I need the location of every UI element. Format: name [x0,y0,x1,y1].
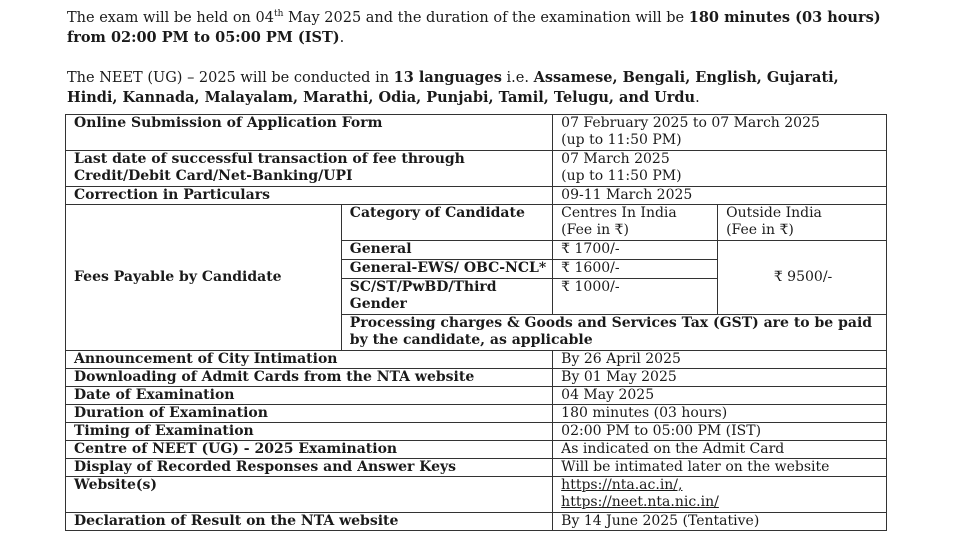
languages-paragraph [67,68,889,108]
intro-text: . [695,90,700,106]
intro-text: May 2025 and the duration of the examination will be [283,9,689,26]
row-label: Online Submission of Application Form [66,115,553,151]
row-label: Display of Recorded Responses and Answer Keys [66,459,553,477]
row-value: 07 March 2025 (up to 11:50 PM) [553,151,887,187]
language-list: Assamese, Bengali, English, Gujarati, Hindi, Kannada, Malayalam, Marathi, Odia, Punjabi, Tamil, Telugu, and Urdu [67,69,839,106]
table-row [66,459,887,477]
fee-category: SC/ST/PwBD/Third Gender [341,279,552,315]
row-label: Downloading of Admit Cards from the NTA website [66,369,553,387]
table-row [66,187,887,205]
row-value: 02:00 PM to 05:00 PM (IST) [553,423,887,441]
schedule-table [65,114,887,531]
outside-fee: ₹ 9500/- [718,241,887,315]
row-label: Last date of successful transaction of fee through Credit/Debit Card/Net-Banking/UPI [66,151,553,187]
fees-label: Fees Payable by Candidate [66,205,342,351]
table-row [66,351,887,369]
intro-text: The exam will be held on 04 [67,9,274,26]
table-row [66,441,887,459]
neet-website-link[interactable]: https://neet.nta.nic.in/ [561,494,719,510]
row-value: By 01 May 2025 [553,369,887,387]
row-value: By 14 June 2025 (Tentative) [553,513,887,531]
table-row [66,477,887,513]
row-label: Timing of Examination [66,423,553,441]
fees-header-row [66,205,887,241]
row-value: 04 May 2025 [553,387,887,405]
row-label: Date of Examination [66,387,553,405]
fee-category: General-EWS/ OBC-NCL* [341,260,552,279]
row-value: By 26 April 2025 [553,351,887,369]
india-fee: ₹ 1000/- [553,279,718,315]
table-row [66,387,887,405]
india-fee-header: Centres In India (Fee in ₹) [553,205,718,241]
row-label: Duration of Examination [66,405,553,423]
india-fee: ₹ 1600/- [553,260,718,279]
row-value: Will be intimated later on the website [553,459,887,477]
nta-website-link[interactable]: https://nta.ac.in/, [561,477,683,493]
table-row [66,513,887,531]
intro-text: . [339,29,345,46]
table-row [66,151,887,187]
table-row [66,405,887,423]
exam-date-paragraph [67,5,889,48]
language-count: 13 languages [393,69,502,86]
ordinal-suffix: th [273,9,284,19]
category-header: Category of Candidate [341,205,552,241]
table-row [66,423,887,441]
table-row [66,115,887,151]
row-label: Centre of NEET (UG) - 2025 Examination [66,441,553,459]
duration-highlight: 180 minutes (03 hours) from 02:00 PM to 05:00 PM (IST) [67,8,881,46]
intro-text: The NEET (UG) – 2025 will be conducted in [67,70,394,86]
india-fee: ₹ 1700/- [553,241,718,260]
table-row [66,369,887,387]
outside-fee-header: Outside India (Fee in ₹) [718,205,887,241]
row-label: Website(s) [66,477,553,513]
row-label: Correction in Particulars [66,187,553,205]
row-label: Announcement of City Intimation [66,351,553,369]
row-value: 180 minutes (03 hours) [553,405,887,423]
row-value: 07 February 2025 to 07 March 2025 (up to 11:50 PM) [553,115,887,151]
row-value [553,477,887,513]
row-value: 09-11 March 2025 [553,187,887,205]
row-label: Declaration of Result on the NTA website [66,513,553,531]
fee-category: General [341,241,552,260]
row-value: As indicated on the Admit Card [553,441,887,459]
gst-note: Processing charges & Goods and Services Tax (GST) are to be paid by the candidate, as applicable [341,315,886,351]
intro-text: i.e. [501,70,534,86]
